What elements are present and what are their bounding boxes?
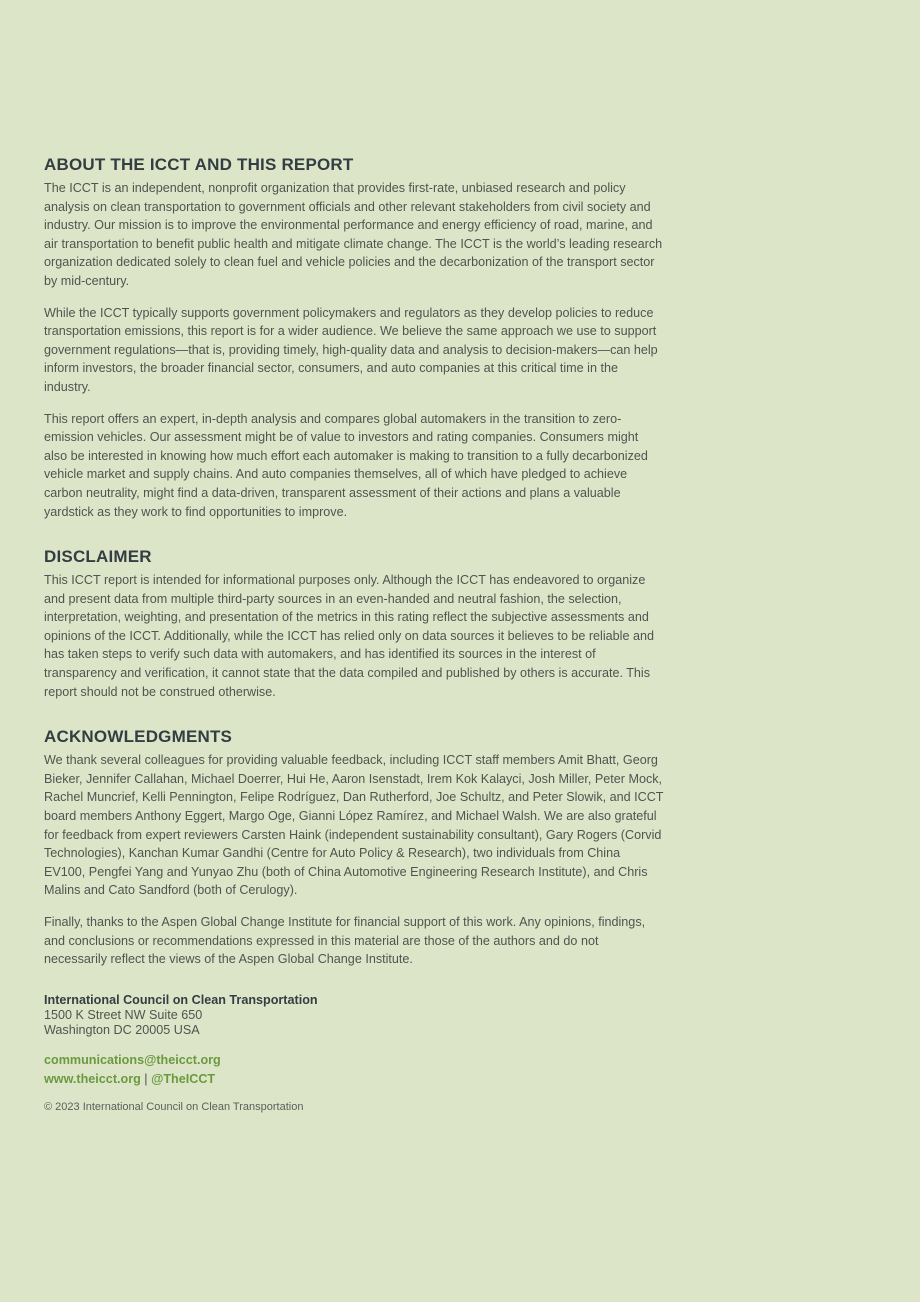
acknowledgments-paragraph-2: Finally, thanks to the Aspen Global Change Institute for financial support of this work. Any opinions, findings, and conclusions or recommendations expressed in this material are those of the authors and do not necessarily reflect the views of the Aspen Global Change Institute. (44, 915, 646, 967)
about-paragraph-1: The ICCT is an independent, nonprofit organization that provides first-rate, unbiased research and policy analysis on clean transportation to government officials and other relevant stakeholders from civil society and industry. Our mission is to improve the environmental performance and energy efficiency of road, marine, and air transportation to benefit public health and mitigate climate change. The ICCT is the world’s leading research organization dedicated solely to clean fuel and vehicle policies and the decarbonization of the transport sector by mid-century. (44, 181, 663, 288)
acknowledgments-section (44, 727, 664, 969)
twitter-link[interactable]: @TheICCT (151, 1071, 216, 1086)
about-paragraph-3: This report offers an expert, in-depth analysis and compares global automakers in the transition to zero-emission vehicles. Our assessment might be of value to investors and rating companies. Consumers might also be interested in knowing how much effort each automaker is making to transition to a fully decarbonized vehicle market and supply chains. And auto companies themselves, all of which have pledged to achieve carbon neutrality, might find a data-driven, transparent assessment of their actions and plans a valuable yardstick as they work to find opportunities to improve. (44, 411, 648, 519)
about-heading: ABOUT THE ICCT AND THIS REPORT (44, 155, 354, 174)
disclaimer-section (44, 547, 664, 701)
address-line-1: 1500 K Street NW Suite 650 (44, 1007, 203, 1022)
link-separator: | (144, 1071, 148, 1086)
about-paragraph-2: While the ICCT typically supports government policymakers and regulators as they develop policies to reduce transportation emissions, this report is for a wider audience. We believe the same approach we use to support government regulations—that is, providing timely, high-quality data and analysis to decision-makers—can help inform investors, the broader financial sector, consumers, and auto companies at this critical time in the industry. (44, 305, 658, 394)
contact-address (44, 993, 664, 1039)
disclaimer-heading: DISCLAIMER (44, 547, 152, 567)
acknowledgments-heading: ACKNOWLEDGMENTS (44, 727, 233, 747)
address-line-2: Washington DC 20005 USA (44, 1023, 200, 1038)
disclaimer-paragraph: This ICCT report is intended for informational purposes only. Although the ICCT has endeavored to organize and present data from multiple third-party sources in an even-handed and neutral fashion, the selection, interpretation, weighting, and presentation of the metrics in this rating reflect the subjective assessments and opinions of the ICCT. Additionally, while the ICCT has relied only on data sources it believes to be reliable and has taken steps to verify such data with automakers, and has identified its sources in the interest of transparency and verification, it cannot state that the data compiled and published by others is accurate. This report should not be construed otherwise. (44, 573, 654, 699)
website-link[interactable]: www.theicct.org (44, 1071, 141, 1086)
email-link[interactable]: communications@theicct.org (44, 1053, 221, 1068)
copyright-notice: © 2023 International Council on Clean Transportation (44, 1100, 304, 1113)
acknowledgments-paragraph-1: We thank several colleagues for providing valuable feedback, including ICCT staff members Amit Bhatt, Georg Bieker, Jennifer Callahan, Michael Doerrer, Hui He, Aaron Isenstadt, Irem Kok Kalayci, Josh Miller, Peter Mock, Rachel Muncrief, Kelli Pennington, Felipe Rodríguez, Dan Rutherford, Joe Schultz, and Peter Slowik, and ICCT board members Anthony Eggert, Margo Oge, Gianni López Ramírez, and Michael Walsh. We are also grateful for feedback from expert reviewers Carsten Haink (independent sustainability consultant), Gary Rogers (Corvid Technologies), Kanchan Kumar Gandhi (Centre for Auto Policy & Research), two individuals from China EV100, Pengfei Yang and Yunyao Zhu (both of China Automotive Engineering Research Institute), and Chris Malins and Cato Sandford (both of Cerulogy). (44, 753, 664, 898)
about-section (44, 155, 664, 521)
organization-name: International Council on Clean Transportation (44, 992, 318, 1007)
contact-links (44, 1051, 664, 1088)
document-page (44, 155, 664, 1113)
